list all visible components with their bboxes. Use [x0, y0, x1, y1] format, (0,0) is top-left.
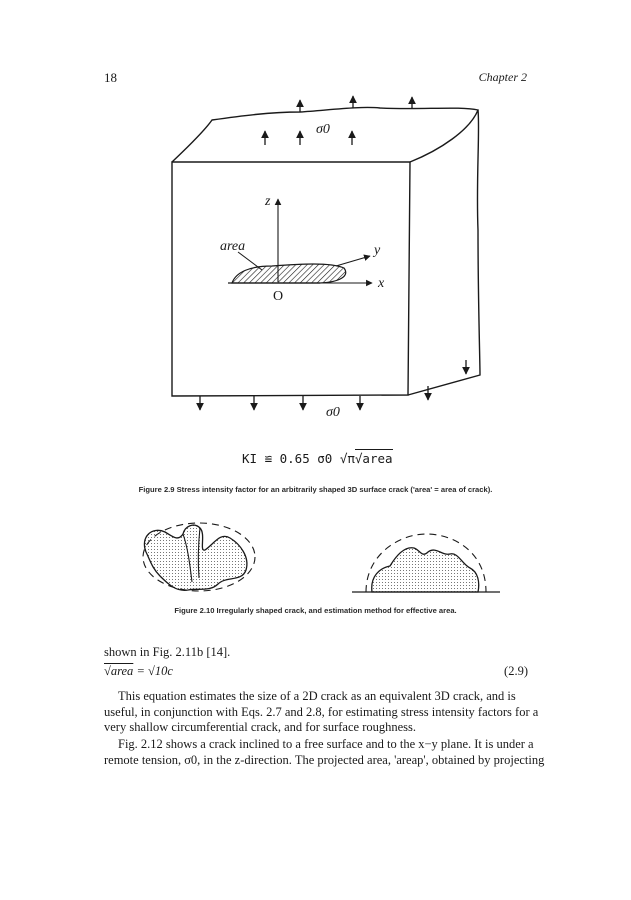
origin-label: O	[273, 289, 284, 304]
right-irregular-crack	[372, 548, 479, 592]
paragraph-2-line-2: remote tension, σ0, in the z-direction. The projected area, 'areap', obtained by projecting	[104, 752, 545, 767]
figure-2-10-caption: Figure 2.10 Irregularly shaped crack, and estimation method for effective area.	[174, 606, 457, 615]
sigma-top-label: σ0	[316, 122, 330, 137]
formula-radicand: √area	[354, 451, 393, 466]
x-axis-label: x	[378, 276, 385, 291]
paragraph-1-line-2: useful, in conjunction with Eqs. 2.7 and 2.8, for estimating stress intensity factors for a	[104, 704, 539, 719]
equation-number: (2.9)	[504, 664, 528, 678]
equation-lhs: √area	[104, 664, 134, 678]
area-leader	[238, 252, 262, 270]
sigma-bottom-label: σ0	[326, 405, 340, 420]
area-label: area	[220, 239, 246, 254]
block-right-face	[408, 110, 480, 395]
stress-intensity-formula	[242, 451, 393, 466]
equation-2-9	[104, 664, 528, 679]
paragraph-2-line-1: Fig. 2.12 shows a crack inclined to a free surface and to the x−y plane. It is under a	[118, 737, 534, 751]
paragraph-2	[104, 737, 545, 768]
figure-2-9-diagram	[0, 0, 631, 440]
paragraph-1	[104, 689, 539, 736]
page-number: 18	[104, 70, 117, 85]
paragraph-1-line-3: very shallow circumferential crack, and for surface roughness.	[104, 720, 417, 734]
formula-lhs: KI ≌ 0.65 σ0 √π	[242, 451, 355, 466]
top-stress-arrows	[265, 96, 412, 145]
bottom-stress-arrows	[200, 360, 466, 410]
y-axis	[336, 256, 370, 266]
equation-rhs: = √10c	[136, 664, 173, 678]
y-axis-label: y	[374, 243, 381, 258]
crack-shape	[232, 264, 346, 283]
left-irregular-crack	[144, 525, 246, 590]
chapter-header: Chapter 2	[478, 70, 527, 84]
paragraph-1-line-1: This equation estimates the size of a 2D crack as an equivalent 3D crack, and is	[118, 689, 516, 703]
body-line-shown: shown in Fig. 2.11b [14].	[104, 645, 231, 659]
z-axis-label: z	[265, 194, 271, 209]
figure-2-9-caption: Figure 2.9 Stress intensity factor for an arbitrarily shaped 3D surface crack ('area' = area of crack).	[138, 485, 493, 494]
